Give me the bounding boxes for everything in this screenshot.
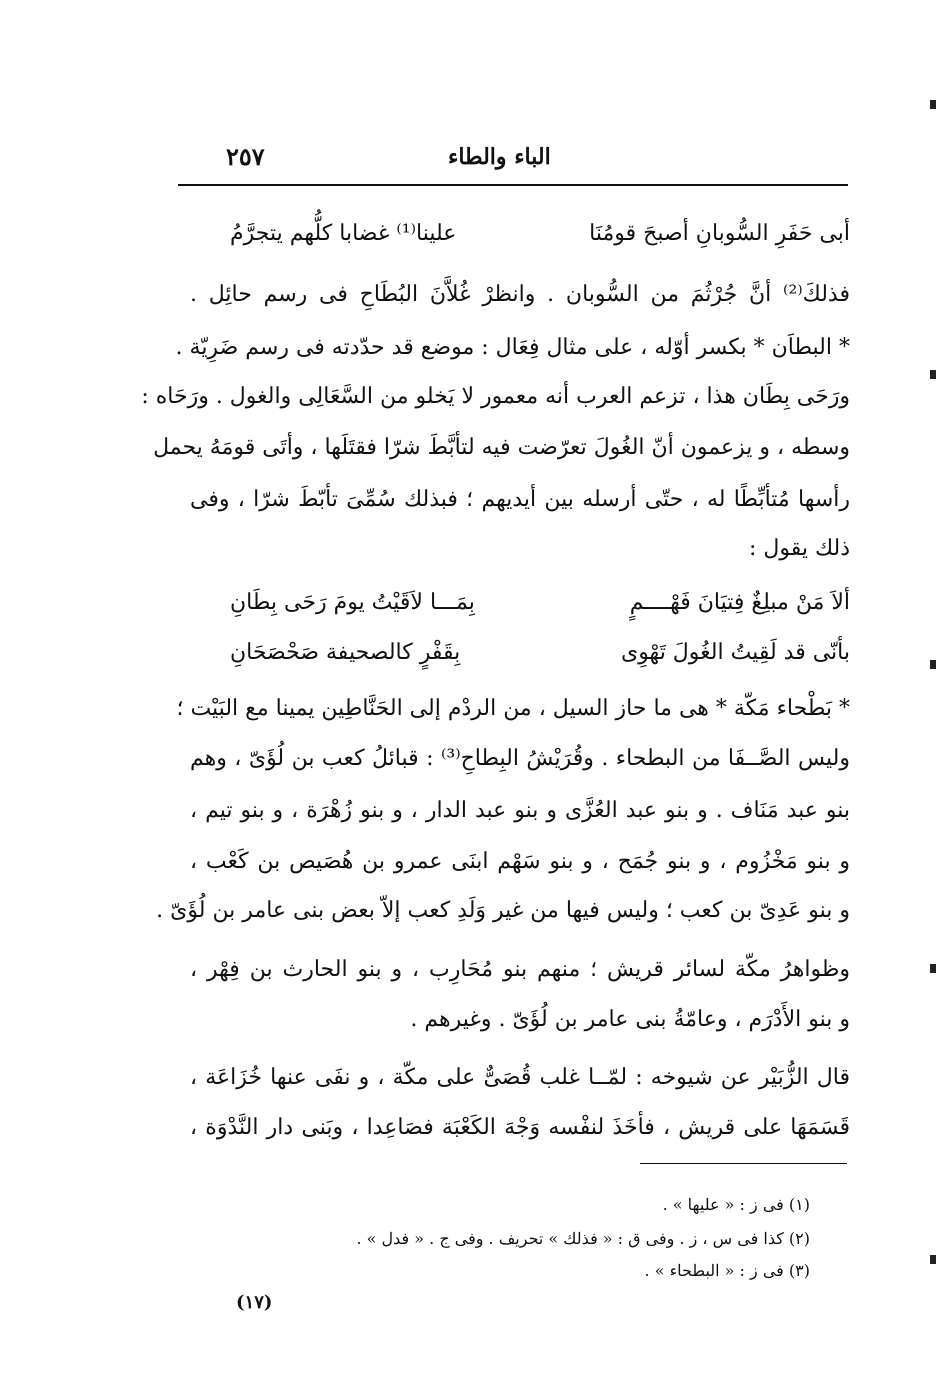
section-title: الباء والطاء: [448, 144, 551, 170]
signature-mark: (١٧): [236, 1292, 273, 1313]
verse-first-hemistich: ألاَ مَنْ مبلِغٌ فِتيَانَ فَهْــــمٍ: [629, 590, 850, 615]
verse-second-hemistich: بِمَـــا لاَقَيْتُ يومَ رَحَى بِطَانِ: [230, 590, 475, 615]
verse-line: [230, 583, 850, 623]
footnote: (٢) كذا فى س ، ز . وفى ق : « فذلك » تحريف . وفى ج . « فدل » .: [356, 1229, 810, 1248]
text-line: ورَحَى بِطَان هذا ، تزعم العرب أنه معمور لا يَخلو من السَّعَالِى والغول . ورَحَاه :: [141, 384, 850, 409]
page-number: ٢٥٧: [226, 142, 265, 171]
margin-mark: [930, 1255, 936, 1264]
verse-second-hemistich: علينا⁽¹⁾ غضابا كلُّهم يتجرَّمُ: [230, 221, 457, 246]
text-line: و بنو مَخْزُوم ، و بنو جُمَح ، و بنو سَهْم ابنَى عمرو بن هُصَيص بن كَعْب ،: [190, 849, 850, 874]
text-line: فذلكَ⁽²⁾ أنَّ جُرْثُمَ من السُّوبان . وانظرْ غُلاَّنَ البُطَاحِ فى رسم حائِل .: [190, 282, 850, 307]
verse-line: [230, 214, 850, 254]
text-line: و بنو عَدِىّ بن كعب ؛ وليس فيها من غير وَلَدِ كعب إلاّ بعض بنى عامر بن لُؤَىّ .: [156, 898, 850, 923]
entry-heading-line: * بَطْحاء مَكّة * هى ما حاز السيل ، من الردْم إلى الحَنَّاطِين يمينا مع البَيْت ؛: [176, 696, 850, 721]
text-line: رأسها مُتأبِّطًا له ، حتّى أرسله بين أيديهم ؛ فبذلك سُمِّىَ تأبّطَ شرّا ، وفى: [190, 487, 850, 512]
text-line: ذلك يقول :: [748, 536, 850, 561]
text-line: وسطه ، و يزعمون أنّ الغُولَ تعرّضت فيه لتأبَّطَ شرّا فقتَلَها ، وأتَى قومَهُ يحمل: [153, 435, 850, 460]
footnote-rule: [640, 1163, 847, 1164]
verse-first-hemistich: أبى حَفَرِ السُّوبانِ أصبحَ قومُنَا: [589, 221, 850, 246]
verse-second-hemistich: بِقَفْرٍ كالصحيفة صَحْصَحَانِ: [230, 640, 461, 665]
margin-mark: [930, 100, 936, 109]
footnote: (١) فى ز : « عليها » .: [662, 1195, 810, 1214]
text-line: وظواهرُ مكّة لسائر قريش ؛ منهم بنو مُحَارِب ، و بنو الحارث بن فِهْر ،: [190, 957, 850, 982]
text-line: قال الزُّبَيْر عن شيوخه : لمّــا غلب قُصَىٌّ على مكّة ، و نفَى عنها خُزَاعَة ،: [190, 1065, 850, 1090]
running-head: [178, 140, 848, 180]
margin-mark: [930, 370, 936, 379]
verse-first-hemistich: بأنّى قد لَقِيتُ الغُولَ تَهْوِى: [620, 640, 850, 665]
margin-mark: [930, 660, 936, 669]
text-line: بنو عبد مَنَاف . و بنو عبد العُزَّى و بنو عبد الدار ، و بنو زُهْرَة ، و بنو تيم ،: [190, 798, 850, 823]
verse-line: [230, 633, 850, 673]
text-line: قَسَمَهَا على قريش ، فأخَذَ لنفْسه وَجْهَ الكَعْبَة فصَاعِدا ، وبَنى دار النَّدْوَة ،: [190, 1115, 850, 1140]
margin-mark: [930, 964, 936, 973]
header-rule: [178, 184, 848, 186]
footnote: (٣) فى ز : « البطحاء » .: [644, 1261, 810, 1280]
text-line: و بنو الأَدْرَم ، وعامّةُ بنى عامر بن لُؤَىّ . وغيرهم .: [410, 1007, 850, 1032]
entry-heading-line: * البطاَن * بكسر أوّله ، على مثال فِعَال : موضع قد حدّدته فى رسم ضَرِيّة .: [175, 335, 850, 360]
text-line: وليس الصَّــفَا من البطحاء . وقُرَيْشُ البِطاحِ⁽³⁾ : قبائلُ كعب بن لُؤَىّ ، وهم: [190, 746, 850, 771]
